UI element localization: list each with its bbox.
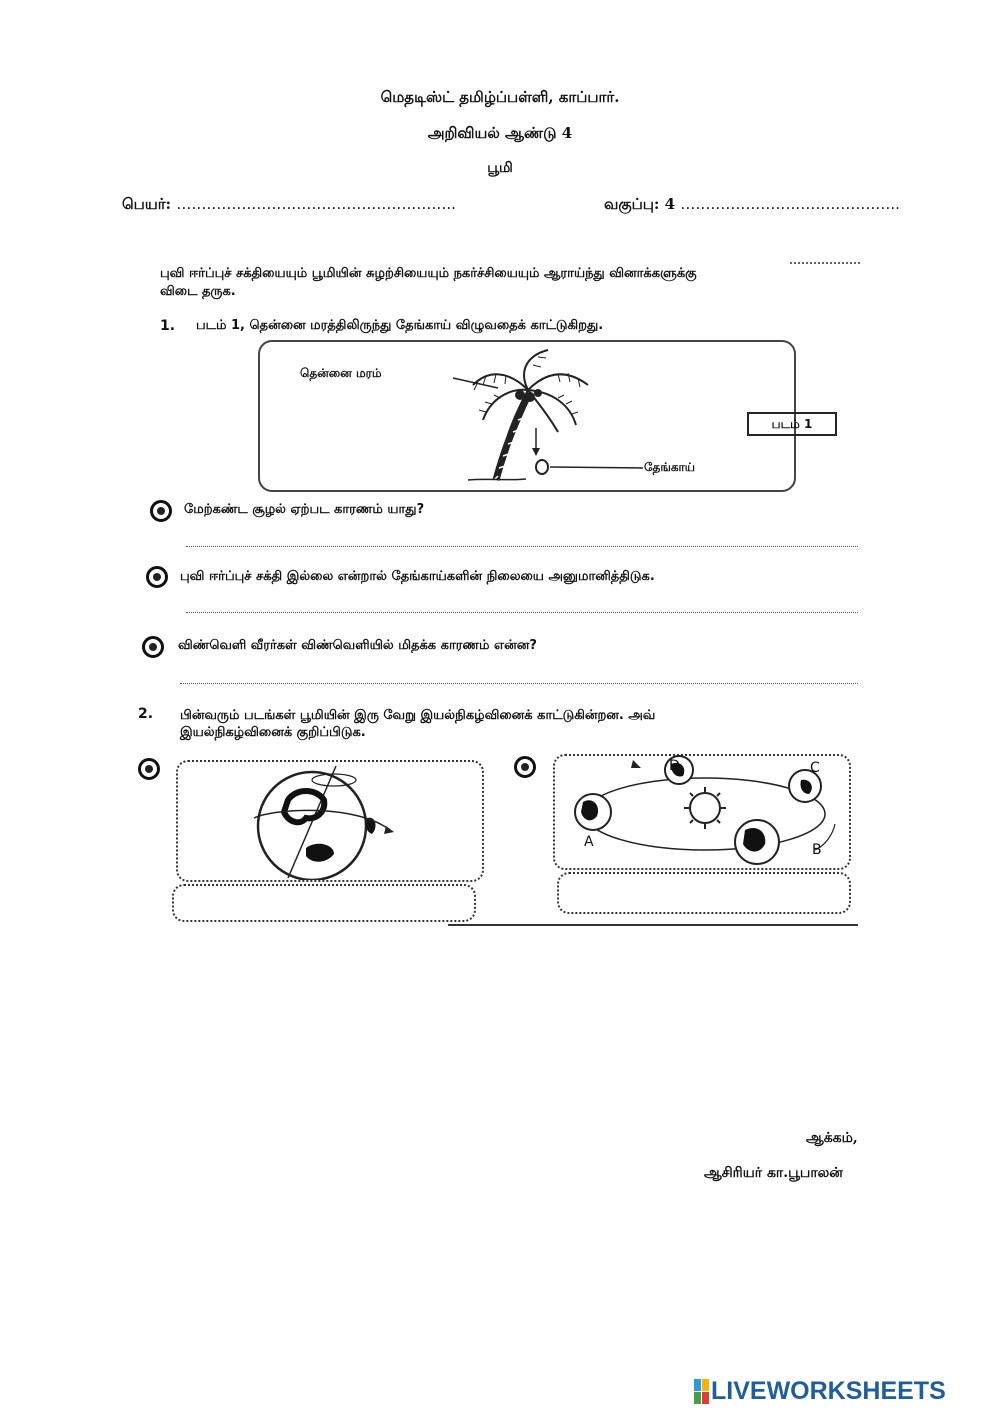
q2-part-b-bullet-icon <box>514 756 536 778</box>
class-label: வகுப்பு: 4 <box>604 195 676 213</box>
school-name: மெதடிஸ்ட் தமிழ்ப்பள்ளி, காப்பார். <box>380 88 620 106</box>
label-coconut-tree: தென்னை மரம் <box>300 366 382 380</box>
intro-line-1: புவி ஈர்ப்புச் சக்தியையும் பூமியின் சுழற்சியையும் நகர்ச்சியையும் ஆராய்ந்து வினாக்களுக்கு <box>160 266 697 281</box>
subject-title: அறிவியல் ஆண்டு 4 <box>427 124 573 142</box>
coconut <box>536 460 548 474</box>
q1-number: 1. <box>160 318 176 334</box>
label-coconut: தேங்காய் <box>644 460 696 474</box>
q2-line-2: இயல்நிகழ்வினைக் குறிப்பிடுக. <box>180 725 366 740</box>
logo-text: LIVEWORKSHEETS <box>711 1376 946 1405</box>
answer-box-b[interactable] <box>557 872 851 914</box>
q2-number: 2. <box>138 706 154 722</box>
answer-line-b[interactable] <box>186 612 858 613</box>
logo-badge-icon <box>694 1379 709 1404</box>
earth-rotation-illustration <box>176 760 482 880</box>
name-dots[interactable]: ……………………………………………….. <box>176 195 456 213</box>
prepared-by-label: ஆக்கம், <box>806 1130 858 1146</box>
q1-part-a: மேற்கண்ட சூழல் ஏற்பட காரணம் யாது? <box>184 502 425 517</box>
orbit-label-c: C <box>810 760 820 776</box>
section-rule <box>448 924 858 926</box>
q2-part-a-bullet-icon <box>138 758 160 780</box>
sun-icon <box>684 787 726 829</box>
name-label: பெயர்: <box>122 195 172 213</box>
q1-text: படம் 1, தென்னை மரத்திலிருந்து தேங்காய் விழுவதைக் காட்டுகிறது. <box>196 318 604 333</box>
part-a-bullet-icon <box>150 500 172 522</box>
teacher-name: ஆசிரியர் கா.பூபாலன் <box>704 1165 843 1181</box>
intro-line-2: விடை தருக. <box>160 284 236 299</box>
q2-line-1: பின்வரும் படங்கள் பூமியின் இரு வேறு இயல்நிகழ்வினைக் காட்டுகின்றன. அவ் <box>180 708 656 723</box>
orbit-label-d: D <box>669 758 680 774</box>
scan-mark <box>790 262 860 264</box>
name-row <box>122 195 456 215</box>
q1-part-b: புவி ஈர்ப்புச் சக்தி இல்லை என்றால் தேங்காய்களின் நிலையை அனுமானித்திடுக. <box>180 569 655 584</box>
orbit-label-b: B <box>812 842 822 858</box>
q1-part-c: விண்வெளி வீரர்கள் விண்வெளியில் மிதக்க காரணம் என்ன? <box>178 638 537 653</box>
coconut-tree-illustration <box>258 340 798 490</box>
earth-revolution-illustration <box>553 754 853 870</box>
answer-line-a[interactable] <box>186 546 858 547</box>
topic-title: பூமி <box>487 160 513 176</box>
class-dots[interactable]: …………………………………….. <box>680 195 900 213</box>
earth-globe <box>258 772 366 880</box>
class-row <box>604 195 900 215</box>
part-c-bullet-icon <box>142 636 164 658</box>
figure-1-tag: படம் 1 <box>747 412 837 436</box>
liveworksheets-logo <box>694 1378 946 1404</box>
answer-box-a[interactable] <box>172 884 476 922</box>
orbit-label-a: A <box>584 834 594 850</box>
answer-line-c[interactable] <box>180 683 858 684</box>
part-b-bullet-icon <box>146 566 168 588</box>
